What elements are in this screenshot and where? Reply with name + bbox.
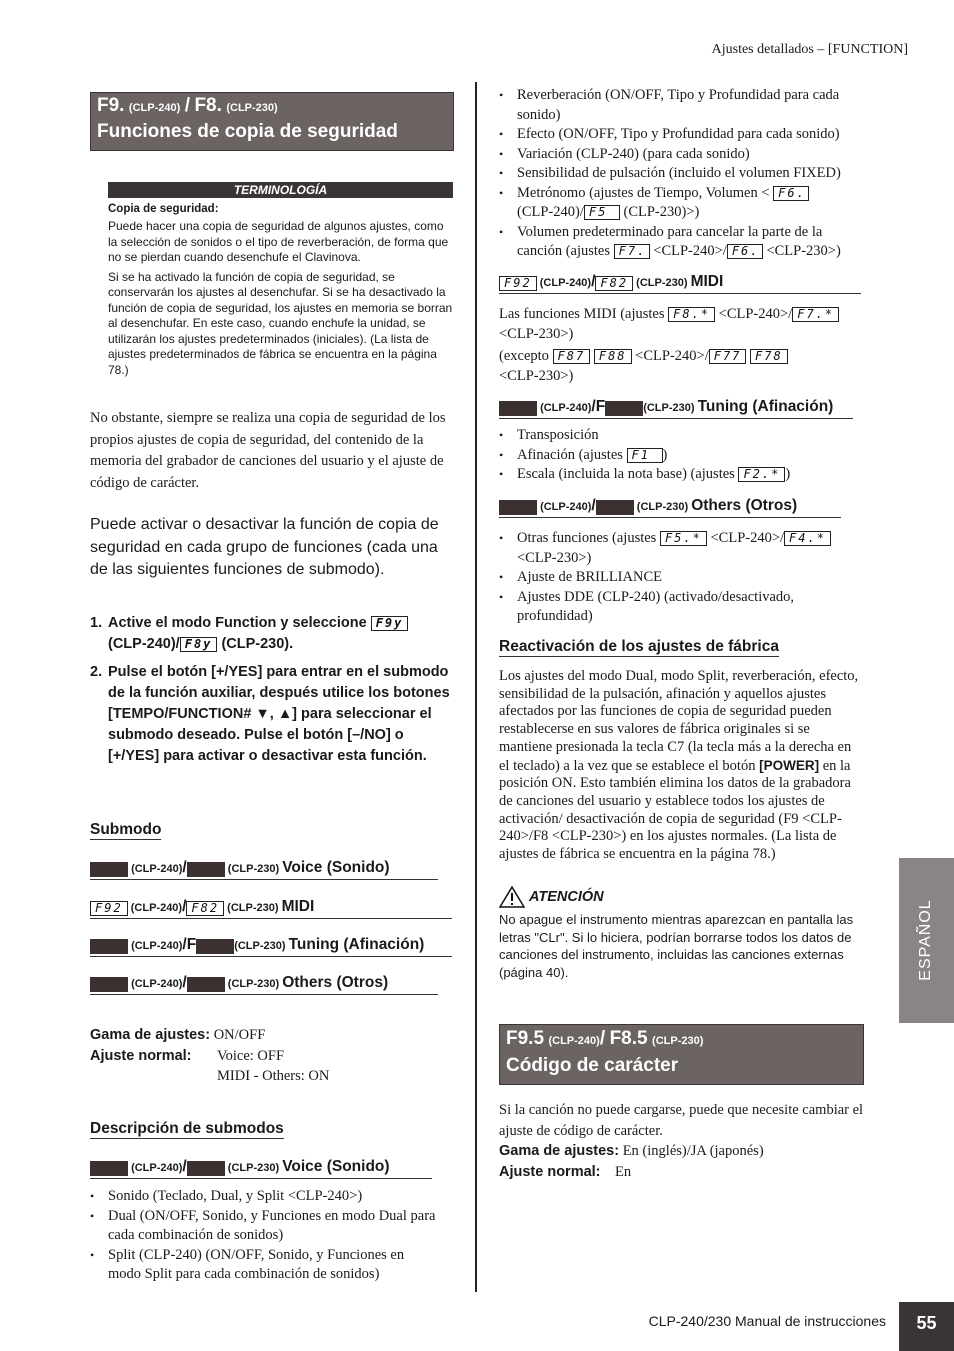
list-item: • Efecto (ON/OFF, Tipo y Profundidad para cada sonido) — [499, 125, 864, 145]
running-title: Ajustes detallados – [FUNCTION] — [711, 42, 908, 57]
section-heading-f9: F9. (CLP-240) / F8. (CLP-230) Funciones de copia de seguridad — [90, 92, 454, 151]
lcd-blank — [187, 977, 225, 992]
lcd-blank — [90, 1161, 128, 1176]
list-item: • Split (CLP-240) (ON/OFF, Sonido, y Funciones en modo Split para cada combinación de sonidos) — [90, 1246, 440, 1285]
voice-bullets-cont — [499, 86, 864, 262]
voice-bullets — [90, 1187, 440, 1285]
list-item: • Escala (incluida la nota base) (ajustes F2.* ) — [499, 465, 864, 485]
factory-para: Los ajustes del modo Dual, modo Split, reverberación, efecto, sensibilidad de la pulsación, afinación y aquellos ajustes afectados por las funciones de copia de seguridad pueden restablecerse en sus valores de fábrica originales si se mantiene presionada la tecla C7 (la tecla más a la derecha en el teclado) a la vez que se establece el botón [POWER] en la posición ON. Esto también elimina los datos de la grabadora de canciones del usuario y establece todos los ajustes de activación/ desactivación de copia de seguridad (F9 <CLP-240>/F8 <CLP-230>) en los ajustes normales. (La lista de ajustes de fábrica se encuentra en la página 78.) — [499, 668, 859, 863]
lcd-blank — [499, 401, 537, 416]
caution-text: No apague el instrumento mientras aparezcan en pantalla las letras "CLr". Si lo hiciera, podrían borrarse todos los datos de canciones del instrumento, incluidas las canciones externas (página 40). — [499, 912, 854, 980]
submodo-row-others: (CLP-240)/ (CLP-230) Others (Otros) — [90, 974, 438, 995]
lcd-f9y: F9y — [371, 616, 409, 631]
warning-icon — [499, 886, 525, 908]
desc-row-tuning: (CLP-240)/F (CLP-230) Tuning (Afinación) — [499, 398, 853, 419]
list-item: • Sonido (Teclado, Dual, y Split <CLP-240>) — [90, 1187, 440, 1207]
char-code-para: Si la canción no puede cargarse, puede que necesite cambiar el ajuste de código de carácter. — [499, 1102, 864, 1139]
terminology-box — [108, 182, 453, 378]
desc-row-voice: (CLP-240)/ (CLP-230) Voice (Sonido) — [90, 1158, 432, 1179]
list-item: • Variación (CLP-240) (para cada sonido) — [499, 145, 864, 165]
step-2: 2. Pulse el botón [+/YES] para entrar en el submodo de la función auxiliar, después utilice los botones [TEMPO/FUNCTION# ▼, ▲] para seleccionar el submodo deseado. Pulse el botón [–/NO] o [+/YES] para activar o desactivar esta función. — [90, 664, 450, 764]
submodo-row-midi: F92 (CLP-240)/ F82 (CLP-230) MIDI — [90, 898, 452, 919]
para-activate: Puede activar o desactivar la función de copia de seguridad en cada grupo de funciones (cada una de las siguientes funciones de submodo). — [90, 516, 439, 578]
terminology-term: Copia de seguridad: — [108, 203, 219, 215]
list-item: • Dual (ON/OFF, Sonido, y Funciones en modo Dual para cada combinación de sonidos) — [90, 1207, 440, 1246]
step-1: 1. Active el modo Function y seleccione F9y (CLP-240)/ F8y (CLP-230). — [90, 613, 454, 655]
list-item: • Reverberación (ON/OFF, Tipo y Profundidad para cada sonido) — [499, 86, 864, 125]
side-tab-language — [899, 858, 954, 1023]
settings-range: Gama de ajustes: ON/OFF Ajuste normal: Voice: OFF MIDI - Others: ON — [90, 1027, 330, 1084]
lcd-blank — [187, 1161, 225, 1176]
lcd-blank — [90, 862, 128, 877]
submodo-row-voice: (CLP-240)/ (CLP-230) Voice (Sonido) — [90, 859, 438, 880]
list-item: • Ajustes DDE (CLP-240) (activado/desactivado, profundidad) — [499, 588, 864, 627]
caution-block — [499, 886, 864, 981]
lcd-blank — [90, 977, 128, 992]
footer-manual-title: CLP-240/230 Manual de instrucciones — [648, 1313, 886, 1329]
lcd-f92: F92 — [90, 901, 128, 916]
submodo-heading: Submodo — [90, 821, 162, 838]
para-backup-always: No obstante, siempre se realiza una copia de seguridad de los propios ajustes de copia de seguridad, del contenido de la memoria del grabador de canciones del usuario y el ajuste de código de carácter. — [90, 410, 446, 491]
lcd-blank — [196, 939, 234, 954]
list-item: • Metrónomo (ajustes de Tiempo, Volumen < F6. (CLP-240)/ F5 (CLP-230)>) — [499, 184, 864, 223]
code-f8: F8. — [194, 95, 222, 116]
char-code-settings: Gama de ajustes: En (inglés)/JA (japonés) Ajuste normal: En — [499, 1143, 764, 1180]
list-item: • Sensibilidad de pulsación (incluido el volumen FIXED) — [499, 164, 864, 184]
desc-heading: Descripción de submodos — [90, 1120, 284, 1137]
lcd-blank — [596, 500, 634, 515]
page-number: 55 — [899, 1302, 954, 1351]
code-f9: F9. — [97, 95, 125, 116]
tuning-bullets — [499, 426, 864, 485]
lcd-blank — [499, 500, 537, 515]
factory-heading: Reactivación de los ajustes de fábrica — [499, 638, 779, 655]
section-heading-f95: F9.5 (CLP-240)/ F8.5 (CLP-230) Código de carácter — [499, 1024, 864, 1085]
terminology-p2: Si se ha activado la función de copia de seguridad, se conservarán los ajustes al desenchufar. Si se ha desactivado la función de copia de seguridad, los ajustes en memoria se borran al desenchufar. En este caso, cuando enchufe la unidad, se utilizarán los ajustes predeterminados (iniciales). (La lista de ajustes predeterminados de fábrica se encuentra en la página 78.) — [108, 269, 453, 377]
list-item: • Volumen predeterminado para cancelar la parte de la canción (ajustes F7. <CLP-240>/ F6. <CLP-230>) — [499, 223, 864, 262]
lcd-f8y: F8y — [180, 637, 218, 652]
caution-heading: ATENCIÓN — [529, 889, 604, 905]
midi-para-1: Las funciones MIDI (ajustes F8.* <CLP-240>/ F7.* <CLP-230>) — [499, 304, 864, 344]
section-title: Funciones de copia de seguridad — [97, 121, 398, 142]
midi-para-2: (excepto F87 F88 <CLP-240>/ F77 F78 <CLP-230>) — [499, 346, 864, 386]
submodo-row-tuning: (CLP-240)/F (CLP-230) Tuning (Afinación) — [90, 936, 452, 957]
others-bullets — [499, 529, 864, 627]
list-item: • Ajuste de BRILLIANCE — [499, 568, 864, 588]
lcd-blank — [605, 401, 643, 416]
column-divider — [475, 82, 477, 1292]
terminology-p1: Puede hacer una copia de seguridad de algunos ajustes, como la selección de sonidos o el tipo de reverberación, de forma que no se pierdan cuando desenchufe el Clavinova. — [108, 219, 449, 264]
list-item: • Afinación (ajustes F1 ) — [499, 446, 864, 466]
lcd-blank — [90, 939, 128, 954]
terminology-heading: TERMINOLOGÍA — [108, 182, 453, 198]
desc-row-midi: F92 (CLP-240)/ F82 (CLP-230) MIDI — [499, 273, 861, 294]
side-tab-label: ESPAÑOL — [917, 899, 934, 981]
desc-row-others: (CLP-240)/ (CLP-230) Others (Otros) — [499, 497, 841, 518]
list-item: • Otras funciones (ajustes F5.* <CLP-240>/ F4.* <CLP-230>) — [499, 529, 864, 568]
lcd-f82: F82 — [186, 901, 224, 916]
list-item: • Transposición — [499, 426, 864, 446]
lcd-blank — [187, 862, 225, 877]
section-title-f95: Código de carácter — [506, 1055, 679, 1076]
